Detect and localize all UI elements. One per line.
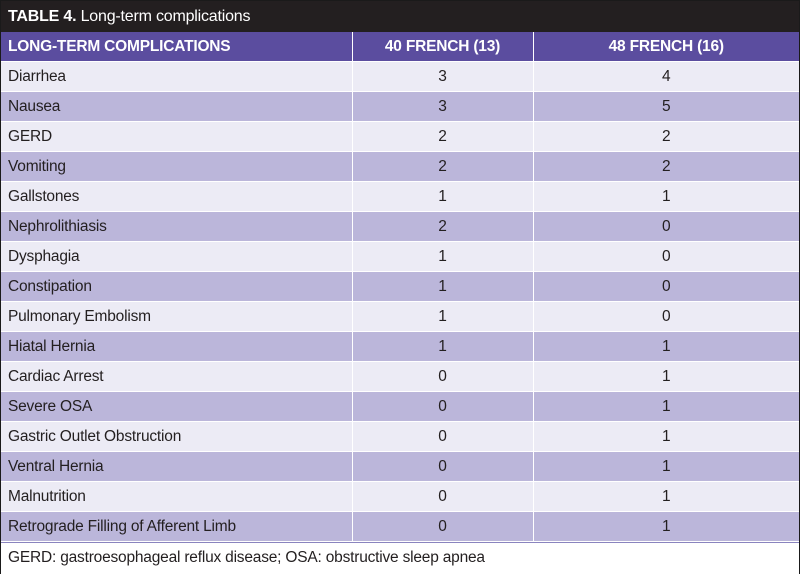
table-row — [1, 182, 799, 212]
cell-48-french: 4 — [533, 62, 799, 92]
table-number: TABLE 4. — [8, 8, 77, 25]
cell-complication-name: Dysphagia — [1, 242, 352, 272]
cell-40-french: 1 — [352, 272, 533, 302]
table-body — [1, 62, 799, 542]
cell-40-french: 0 — [352, 512, 533, 542]
cell-48-french: 1 — [533, 362, 799, 392]
cell-40-french: 2 — [352, 152, 533, 182]
cell-40-french: 1 — [352, 302, 533, 332]
cell-complication-name: Cardiac Arrest — [1, 362, 352, 392]
cell-40-french: 0 — [352, 392, 533, 422]
column-header-40-french: 40 FRENCH (13) — [352, 32, 533, 62]
table-title — [1, 1, 799, 32]
table-row — [1, 392, 799, 422]
cell-40-french: 0 — [352, 482, 533, 512]
cell-48-french: 2 — [533, 152, 799, 182]
table-row — [1, 92, 799, 122]
cell-40-french: 3 — [352, 92, 533, 122]
cell-complication-name: Gallstones — [1, 182, 352, 212]
cell-40-french: 3 — [352, 62, 533, 92]
cell-48-french: 0 — [533, 212, 799, 242]
cell-complication-name: GERD — [1, 122, 352, 152]
table-row — [1, 302, 799, 332]
cell-complication-name: Severe OSA — [1, 392, 352, 422]
table-row — [1, 482, 799, 512]
header-row — [1, 32, 799, 62]
table-row — [1, 242, 799, 272]
cell-40-french: 2 — [352, 212, 533, 242]
table-row — [1, 512, 799, 542]
column-header-complications: LONG-TERM COMPLICATIONS — [1, 32, 352, 62]
cell-48-french: 1 — [533, 452, 799, 482]
cell-complication-name: Pulmonary Embolism — [1, 302, 352, 332]
table-row — [1, 332, 799, 362]
cell-40-french: 1 — [352, 182, 533, 212]
table-row — [1, 272, 799, 302]
cell-complication-name: Hiatal Hernia — [1, 332, 352, 362]
cell-complication-name: Nausea — [1, 92, 352, 122]
cell-48-french: 0 — [533, 272, 799, 302]
complications-table — [1, 32, 799, 542]
table-row — [1, 212, 799, 242]
cell-48-french: 1 — [533, 332, 799, 362]
cell-48-french: 5 — [533, 92, 799, 122]
table-row — [1, 362, 799, 392]
cell-48-french: 1 — [533, 512, 799, 542]
table-row — [1, 152, 799, 182]
cell-48-french: 1 — [533, 182, 799, 212]
table-caption: Long-term complications — [80, 8, 251, 25]
cell-40-french: 0 — [352, 422, 533, 452]
cell-complication-name: Vomiting — [1, 152, 352, 182]
cell-complication-name: Gastric Outlet Obstruction — [1, 422, 352, 452]
cell-complication-name: Constipation — [1, 272, 352, 302]
table-footnote: GERD: gastroesophageal reflux disease; OSA: obstructive sleep apnea — [1, 542, 799, 574]
cell-48-french: 2 — [533, 122, 799, 152]
cell-complication-name: Diarrhea — [1, 62, 352, 92]
cell-complication-name: Retrograde Filling of Afferent Limb — [1, 512, 352, 542]
table-row — [1, 62, 799, 92]
cell-48-french: 1 — [533, 392, 799, 422]
cell-48-french: 0 — [533, 242, 799, 272]
cell-40-french: 0 — [352, 452, 533, 482]
cell-complication-name: Ventral Hernia — [1, 452, 352, 482]
table-row — [1, 452, 799, 482]
cell-complication-name: Malnutrition — [1, 482, 352, 512]
column-header-48-french: 48 FRENCH (16) — [533, 32, 799, 62]
cell-48-french: 1 — [533, 482, 799, 512]
table-row — [1, 422, 799, 452]
cell-40-french: 2 — [352, 122, 533, 152]
cell-complication-name: Nephrolithiasis — [1, 212, 352, 242]
cell-40-french: 1 — [352, 332, 533, 362]
cell-48-french: 1 — [533, 422, 799, 452]
cell-40-french: 1 — [352, 242, 533, 272]
cell-40-french: 0 — [352, 362, 533, 392]
cell-48-french: 0 — [533, 302, 799, 332]
table-row — [1, 122, 799, 152]
